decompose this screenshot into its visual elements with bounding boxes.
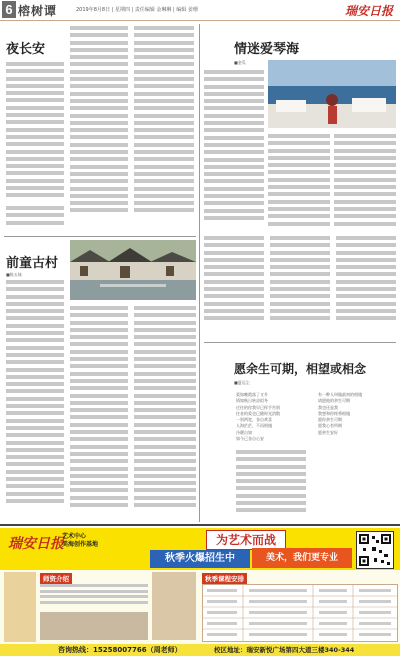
poem-line: 有一种人叫做最初的相遇 [318,392,362,397]
center-name: 艺术中心 [62,533,87,540]
poem-line: 请愿他的余生可期 [318,398,350,404]
poem-line: 一别两宽，各自欢喜 [236,417,272,423]
contact-phone: 15258007766（周老师） [93,646,182,654]
village-photo [70,240,196,300]
poem-column-b [318,392,396,436]
ad-promo-right: 美术，我们更专业 [252,548,352,568]
article-title-3: 前童古村 [6,256,59,271]
newspaper-logo: 瑞安日报 [345,4,394,18]
poem-line: 我也还是我 [318,404,338,410]
article-author-3: ■陈五妹 [6,272,22,277]
poem-body-extra [236,450,306,520]
ad-photo-class [152,572,196,640]
section-name: 榕树谭 [18,4,58,18]
poem-line: 爱如晚霞落了又升 [236,392,268,397]
schedule-heading: 秋季课程安排 [202,573,247,584]
section-divider-2 [204,342,396,343]
article-body-1d [6,206,64,232]
teacher-intro-body [40,584,148,610]
poem-line: 情如秋日转凉似冬 [236,398,268,404]
contact-label: 咨询热线： [58,646,93,654]
ad-promo-left: 秋季火爆招生中 [150,550,250,568]
poem-line: 愿我心有所期 [318,423,342,429]
article-body-1a [6,62,64,202]
article-body-2d [204,236,396,336]
article-author-2: ■金瓜 [234,60,246,65]
teacher-intro-heading: 师资介绍 [40,573,72,584]
campus-address: 校区地址：瑞安新悦广场第四大道三楼340-344 [214,646,355,654]
page-number: 6 [2,1,16,18]
qr-code-icon [356,531,394,569]
issue-info: 2019年8月8日 | 星期四 | 责任编辑 金琳琳 | 编辑 姜珊 [76,7,198,13]
schedule-table [202,584,398,642]
ad-top-rule [0,524,400,526]
article-body-2a [204,70,264,228]
poem-line: 愿余生安好 [318,429,338,435]
poem-column-a [236,392,306,442]
page-header [0,0,400,21]
poem-line: 愿你余生可期 [318,417,342,423]
poem-line: 往昔的爱也已随时光消散 [236,410,280,416]
column-divider [199,24,200,522]
article-body-1b [70,26,128,226]
contact-line [58,645,182,655]
poem-line: 过往的你我早已挥手告别 [236,404,280,410]
article-body-2c [334,134,396,230]
poem-line: 我想和你终将相遇 [318,410,350,416]
aegean-photo [268,60,396,128]
ad-center-name [62,533,98,549]
ad-slogan: 为艺术而战 [206,530,286,550]
article-body-3c [134,306,196,520]
article-body-2b [268,134,330,230]
ad-photo-students [40,612,148,640]
center-sub: 美海创作基地 [62,541,99,548]
article-title-2: 情迷爱琴海 [234,42,300,57]
article-author-4: ■夏远尘 [234,380,250,385]
article-title-1: 夜长安 [6,42,46,57]
article-body-3b [70,306,128,520]
poem-line: 人海茫茫，不再相遇 [236,423,272,429]
article-title-4: 愿余生可期，相望或相念 [234,362,367,376]
poem-line: 冷暖自知 [236,429,252,435]
ad-logo: 瑞安日报 [8,536,64,552]
article-body-1c [134,26,194,226]
article-body-3a [6,280,64,520]
ad-photo-statue [4,572,36,642]
section-divider [4,236,196,237]
poem-line: 如今已各自心安 [236,436,264,442]
